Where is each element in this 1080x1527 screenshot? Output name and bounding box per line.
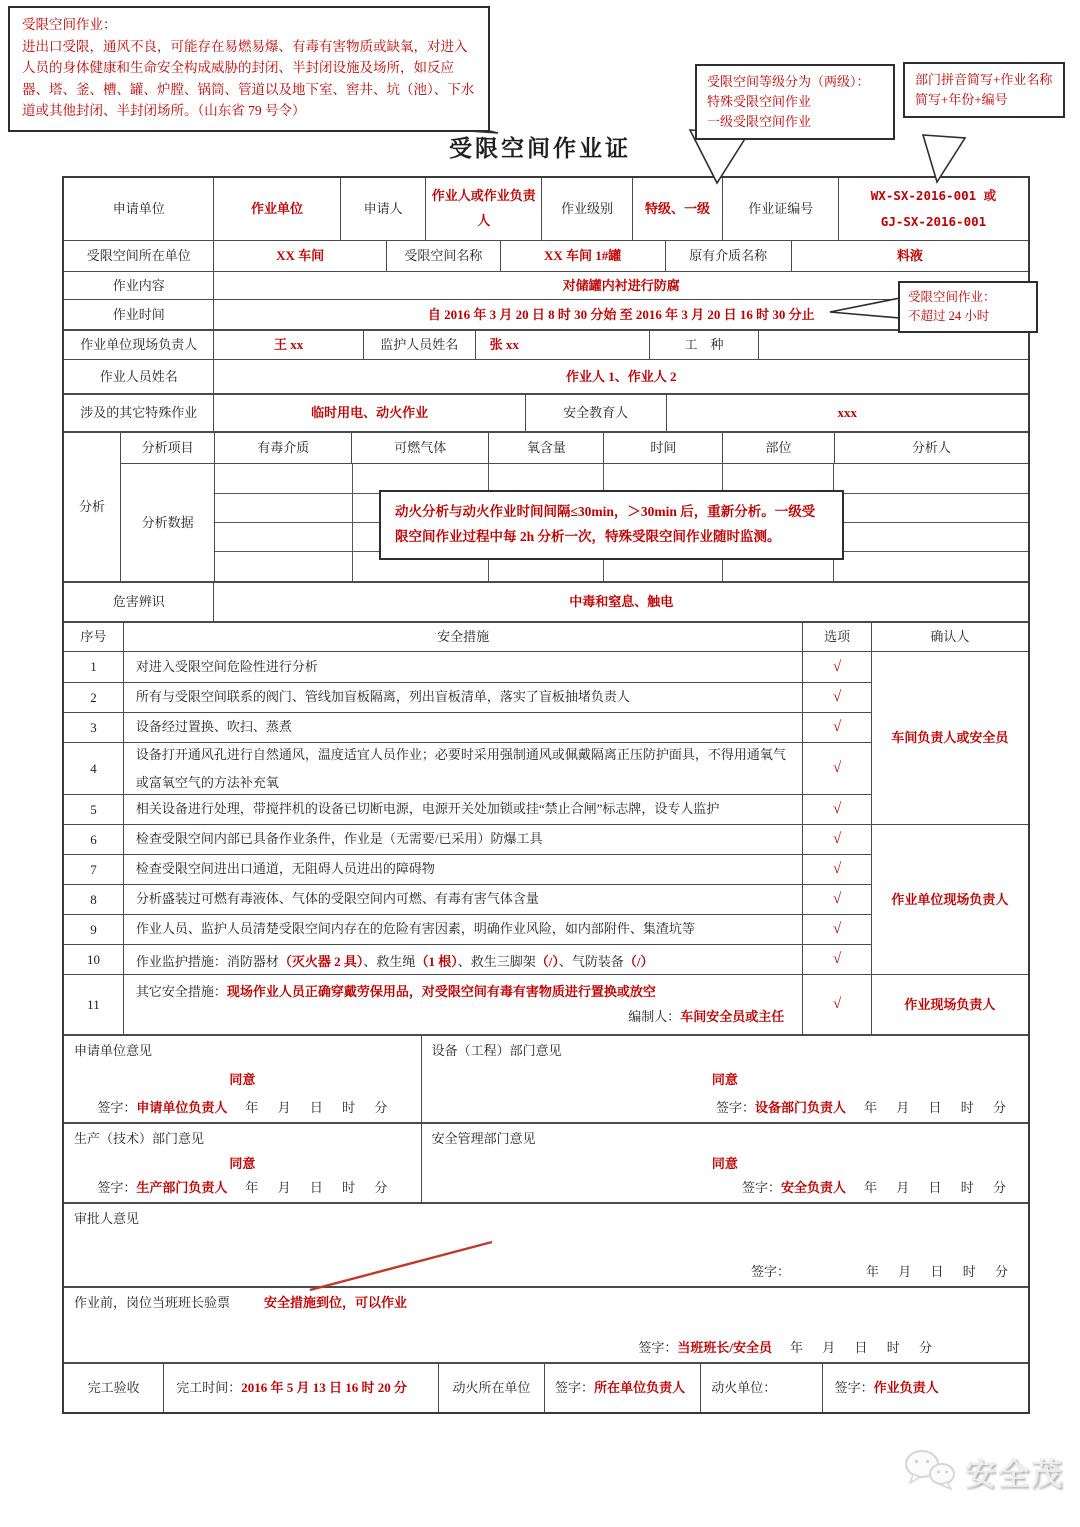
prod-opinion-label: 生产（技术）部门意见 [74,1131,205,1146]
level-value: 特级、一级 [632,178,723,240]
check-mark: √ [832,831,842,847]
date-words: 年 月 日 时 分 [789,1340,932,1355]
completion-time-value: 2016 年 5 月 13 日 16 时 20 分 [241,1380,408,1396]
date-words: 年 月 日 时 分 [865,1264,1008,1279]
sign-label: 签字： [750,1264,790,1279]
measure-text: 相关设备进行处理，带搅拌机的设备已切断电源，电源开关处加锁或挂“禁止合闸”标志牌，设专人监护 [123,795,802,824]
prod-signer: 生产部门负责人 [136,1180,228,1195]
fire-unit-label: 动火单位： [700,1364,821,1412]
firework-unit-label: 动火所在单位 [438,1364,544,1412]
applicant-value: 作业人或作业负责人 [425,178,541,240]
location-unit-value: XX 车间 [213,241,386,271]
sign-label: 签字： [741,1180,781,1195]
permit-no-label: 作业证编号 [722,178,838,240]
measure-text: 所有与受限空间联系的阀门、管线加盲板隔离，列出盲板清单，落实了盲板抽堵负责人 [123,683,802,712]
level-label: 作业级别 [541,178,632,240]
page-title: 受限空间作业证 [449,136,631,161]
preshift-value: 安全措施到位，可以作业 [264,1295,408,1310]
date-words: 年 月 日 时 分 [245,1180,388,1195]
analysis-col-time: 时间 [603,433,722,463]
analysis-col-flammable: 可燃气体 [351,433,488,463]
analysis-col-analyst: 分析人 [834,433,1028,463]
sign-label: 签字： [555,1380,595,1396]
measure-text: 设备打开通风孔进行自然通风，温度适宜人员作业；必要时采用强制通风或佩戴隔离正压防护面具，不得用通氧气或富氧空气的方法补充氧 [123,743,802,794]
preshift-label: 作业前，岗位当班班长验票 [74,1295,231,1310]
safety-signer: 安全负责人 [780,1180,846,1195]
permit-no-line2: GJ-SX-2016-001 [880,214,987,229]
check-mark: √ [832,658,842,675]
measure-no: 2 [90,689,97,705]
compiler-value: 车间安全员或主任 [680,1008,785,1024]
measures-option-header: 选项 [802,623,870,651]
completion-accept-label: 完工验收 [87,1380,140,1396]
prod-opinion-agree: 同意 [229,1155,256,1171]
fire-signer: 作业负责人 [873,1380,939,1396]
time-label: 作业时间 [112,306,165,322]
measure-no: 10 [86,951,100,967]
check-mark: √ [832,891,842,907]
check-mark: √ [832,861,842,877]
analysis-data-label: 分析数据 [141,514,194,530]
measure-no: 11 [87,996,100,1012]
measure-no: 7 [90,861,97,877]
measure10-red3: （/） [535,954,559,969]
check-mark: √ [832,760,842,776]
check-mark: √ [832,689,842,705]
check-mark: √ [832,921,842,937]
content-label: 作业内容 [112,277,165,293]
measure10-red1: （灭火器 2 具） [278,954,364,969]
preshift-signer: 当班班长/安全员 [677,1340,772,1355]
callout-max-duration [898,281,1038,333]
date-words: 年 月 日 时 分 [245,1100,388,1115]
callout-duration-line2: 不超过 24 小时 [908,308,990,323]
measure-no: 1 [90,659,97,674]
analysis-item-label: 分析项目 [141,440,194,456]
applicant-label: 申请人 [340,178,426,240]
safety-opinion-label: 安全管理部门意见 [431,1131,536,1146]
callout-definition-title: 受限空间作业： [22,17,117,32]
measure-text: 作业人员、监护人员清楚受限空间内存在的危险有害因素，明确作业风险，如内部附件、集渣坑等 [123,915,802,944]
callout-duration-line1: 受限空间作业： [908,290,996,304]
space-name-value: XX 车间 1#罐 [500,241,665,271]
measure-no: 6 [90,831,97,847]
time-value: 自 2016 年 3 月 20 日 8 时 30 分始 至 2016 年 3 月 20 日 16 时 30 分止 [213,300,1028,329]
sign-label: 签字： [638,1340,678,1355]
check-mark: √ [832,951,842,967]
callout-level-line3: 一级受限空间作业 [707,114,812,130]
completion-time-label: 完工时间： [176,1380,242,1396]
callout-definition-body: 进出口受限，通风不良，可能存在易燃易爆、有毒有害物质或缺氧，对进入人员的身体健康和生命安全构成威胁的封闭、半封闭设施及场所，如反应器、塔、釜、槽、罐、炉膛、锅筒、管道以及地下室、窖井、坑（池）、下水道或其他封闭、半封闭场所。（山东省 79 号令） [22,38,475,119]
measure-text: 对进入受限空间危险性进行分析 [123,652,802,682]
measures-no-header: 序号 [80,629,107,645]
permit-no-line1: WX-SX-2016-001 或 [870,187,997,203]
analysis-col-position: 部位 [722,433,834,463]
educator-label: 安全教育人 [525,395,666,431]
equip-signer: 设备部门负责人 [754,1100,846,1115]
measure-text: 分析盛装过可燃有毒液体、气体的受限空间内可燃、有毒有害气体含量 [123,885,802,914]
check-mark: √ [832,996,842,1012]
location-unit-label: 受限空间所在单位 [86,248,191,264]
measure11-label: 其它安全措施： [135,983,227,999]
measures-confirm-header: 确认人 [871,623,1028,651]
approver-label: 审批人意见 [74,1211,140,1226]
measure10-part4: 、气防装备 [558,954,624,969]
measure-text: 设备经过置换、吹扫、蒸煮 [123,713,802,742]
measure10-red2: （1 根） [415,954,458,969]
measure10-part2: 、救生绳 [363,954,416,969]
brand-name: 安全茂 [965,1456,1064,1492]
safety-opinion-agree: 同意 [711,1155,738,1171]
measure-no: 5 [90,801,97,817]
sign-label: 签字： [97,1100,137,1115]
sign-label: 签字： [97,1180,137,1195]
guardian-label: 监护人员姓名 [363,331,475,359]
content-value: 对储罐内衬进行防腐 [213,272,1028,299]
callout-level-line1: 受限空间等级分为（两级）： [707,74,870,89]
measures-measure-header: 安全措施 [123,623,803,651]
date-words: 年 月 日 时 分 [863,1100,1006,1115]
guardian-value: 张 xx [475,331,649,359]
equip-opinion-agree: 同意 [711,1071,738,1087]
confirmer-group1: 车间负责人或安全员 [891,730,1009,745]
compiler-label: 编制人： [628,1008,681,1024]
equip-opinion-label: 设备（工程）部门意见 [431,1043,562,1058]
hazard-label: 危害辨识 [112,594,165,610]
measure-no: 9 [90,921,97,937]
apply-signer: 申请单位负责人 [136,1100,228,1115]
confirmer-group3: 作业现场负责人 [872,974,1028,1034]
measure11-value: 现场作业人员正确穿戴劳保用品，对受限空间有毒有害物质进行置换或放空 [226,983,656,999]
analysis-col-oxygen: 氧含量 [488,433,603,463]
measure-text: 检查受限空间内部已具备作业条件，作业是（无需要/已采用）防爆工具 [123,825,802,854]
site-leader-label: 作业单位现场负责人 [80,337,198,353]
measure10-part3: 、救生三脚架 [457,954,536,969]
apply-unit-label: 申请单位 [112,201,165,217]
special-label: 涉及的其它特殊作业 [80,405,198,421]
check-mark: √ [832,719,842,735]
callout-confined-space-definition [8,6,490,132]
measure10-part1: 作业监护措施：消防器材 [135,954,279,969]
special-value: 临时用电、动火作业 [213,395,524,431]
callout-level-classification [695,64,895,140]
measure-text: 检查受限空间进出口通道，无阻碍人员进出的障碍物 [123,855,802,884]
sign-label: 签字： [715,1100,755,1115]
medium-label: 原有介质名称 [665,241,791,271]
workers-label: 作业人员姓名 [99,368,178,384]
date-words: 年 月 日 时 分 [863,1180,1006,1195]
sign-label: 签字： [834,1380,874,1396]
apply-unit-value: 作业单位 [213,178,339,240]
apply-opinion-label: 申请单位意见 [74,1043,153,1058]
callout-permit-numbering-rule [903,62,1065,118]
analysis-note-overlay: 动火分析与动火作业时间间隔≤30min，＞30min 后，重新分析。一级受限空间作业过程中每 2h 分析一次，特殊受限空间作业随时监测。 [379,490,844,560]
measure-no: 8 [90,891,97,907]
firework-signer: 所在单位负责人 [594,1380,686,1396]
educator-value: xxx [666,395,1028,431]
site-leader-value: 王 xx [213,331,362,359]
check-mark: √ [832,801,842,817]
analysis-col-toxic: 有毒介质 [214,433,351,463]
space-name-label: 受限空间名称 [386,241,500,271]
hazard-value: 中毒和窒息、触电 [213,583,1028,621]
callout-level-line2: 特殊受限空间作业 [707,94,812,110]
analysis-section-label: 分析 [78,499,105,515]
medium-value: 料液 [791,241,1028,271]
measure-no: 3 [90,719,97,735]
measure10-red4: （/） [623,954,654,969]
confirmer-group2: 作业单位现场负责人 [872,824,1028,974]
apply-opinion-agree: 同意 [229,1071,256,1087]
workers-value: 作业人 1、作业人 2 [213,360,1028,393]
measure-no: 4 [90,760,97,776]
callout-numbering-text: 部门拼音简写+作业名称简写+年份+编号 [915,72,1053,108]
worktype-label: 工 种 [649,331,758,359]
